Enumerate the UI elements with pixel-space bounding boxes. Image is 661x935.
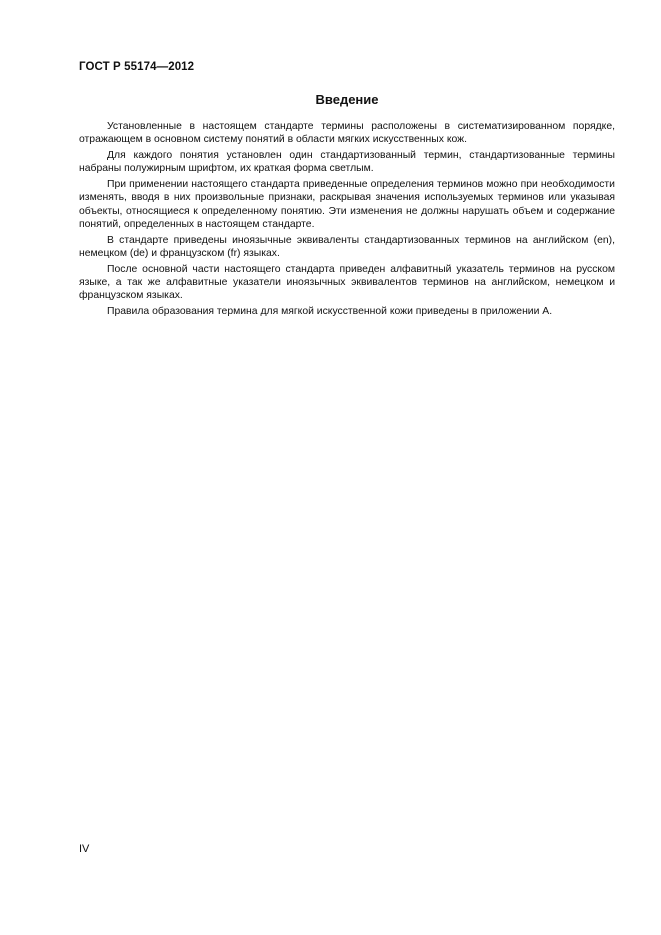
paragraph: После основной части настоящего стандарта приведен алфавитный указатель терминов на русском языке, а так же алфавитные указатели иноязычных эквивалентов терминов на английском, немецком и французском языках.: [79, 263, 615, 302]
paragraph: При применении настоящего стандарта приведенные определения терминов можно при необходимости изменять, вводя в них произвольные признаки, раскрывая значения используемых терминов или указывая объекты, относящиеся к определенному понятию. Эти изменения не должны нарушать объем и содержание понятий, определенных в настоящем стандарте.: [79, 179, 615, 230]
paragraph: Для каждого понятия установлен один стандартизованный термин, стандартизованные термины набраны полужирным шрифтом, их краткая форма светлым.: [79, 150, 615, 175]
section-title: Введение: [315, 92, 379, 107]
section-body: [79, 120, 615, 321]
document-code: ГОСТ Р 55174—2012: [79, 61, 195, 73]
paragraph: Правила образования термина для мягкой искусственной кожи приведены в приложении А.: [107, 306, 553, 318]
paragraph: В стандарте приведены иноязычные эквиваленты стандартизованных терминов на английском (en), немецком (de) и французском (fr) языках.: [79, 234, 615, 259]
paragraph: Установленные в настоящем стандарте термины расположены в систематизированном порядке, отражающем в основном систему понятий в области мягких искусственных кож.: [79, 121, 615, 146]
page-number: IV: [79, 843, 90, 855]
